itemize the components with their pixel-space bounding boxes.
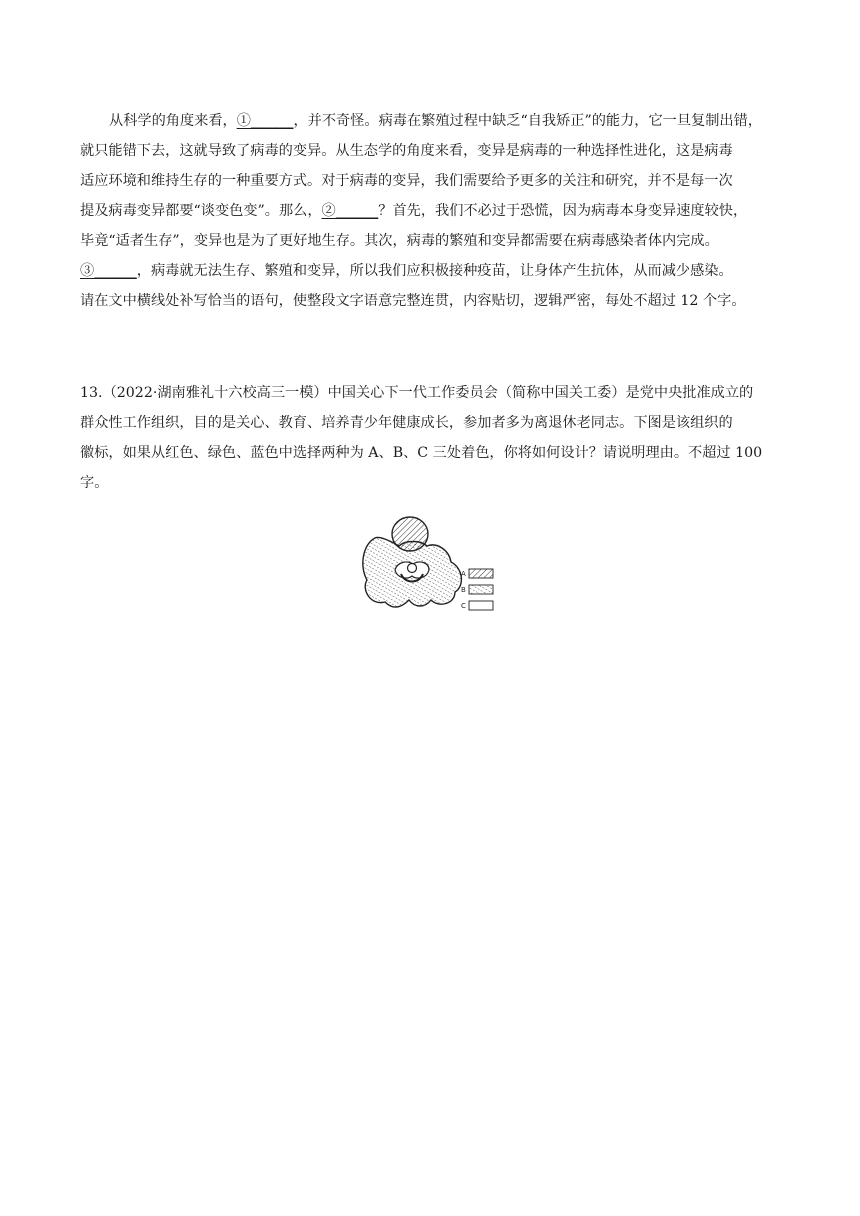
passage-line-1: 从科学的角度来看，①______，并不奇怪。病毒在繁殖过程中缺乏“自我矫正”的能力，它一旦复制出错， xyxy=(109,113,762,129)
passage-paragraph xyxy=(80,106,780,316)
legend-swatch-b xyxy=(469,585,493,594)
question-13-line-3: 徽标，如果从红色、绿色、蓝色中选择两种为 A、B、C 三处着色，你将如何设计？请说明理由。不超过 100 xyxy=(80,445,763,461)
legend-label-a: A xyxy=(461,570,466,578)
question-13-line-2: 群众性工作组织，目的是关心、教育、培养青少年健康成长，参加者多为离退休老同志。下图是该组织的 xyxy=(80,415,733,431)
question-13-line-4: 字。 xyxy=(80,475,109,491)
emblem-region-a xyxy=(392,517,428,551)
passage-line-4: 提及病毒变异都要“谈变色变”。那么，②______？首先，我们不必过于恐慌，因为病毒本身变异速度较快， xyxy=(80,203,748,219)
question-13 xyxy=(80,378,780,498)
legend-swatch-a xyxy=(469,569,493,578)
question-13-line-1: 13.（2022·湖南雅礼十六校高三一模）中国关心下一代工作委员会（简称中国关工委）是党中央批准成立的 xyxy=(80,385,754,401)
passage-line-3: 适应环境和维持生存的一种重要方式。对于病毒的变异，我们需要给予更多的关注和研究，并不是每一次 xyxy=(80,173,733,189)
passage-line-2: 就只能错下去，这就导致了病毒的变异。从生态学的角度来看，变异是病毒的一种选择性进化，这是病毒 xyxy=(80,143,733,159)
legend-label-c: C xyxy=(461,602,466,610)
emblem-figure xyxy=(355,514,505,618)
legend-swatch-c xyxy=(469,601,493,610)
blank-1[interactable]: ①______ xyxy=(236,113,294,129)
passage-line-6: ③______，病毒就无法生存、繁殖和变异，所以我们应积极接种疫苗，让身体产生抗体，从而减少感染。 xyxy=(80,263,733,279)
passage-instruction: 请在文中横线处补写恰当的语句，使整段文字语意完整连贯，内容贴切，逻辑严密，每处不超过 12 个字。 xyxy=(80,293,746,309)
legend-label-b: B xyxy=(461,586,466,594)
blank-2[interactable]: ②______ xyxy=(321,203,379,219)
emblem-center-dot xyxy=(408,564,417,573)
passage-line-5: 毕竟“适者生存”，变异也是为了更好地生存。其次，病毒的繁殖和变异都需要在病毒感染者体内完成。 xyxy=(80,233,719,249)
blank-3[interactable]: ③______ xyxy=(80,263,137,279)
